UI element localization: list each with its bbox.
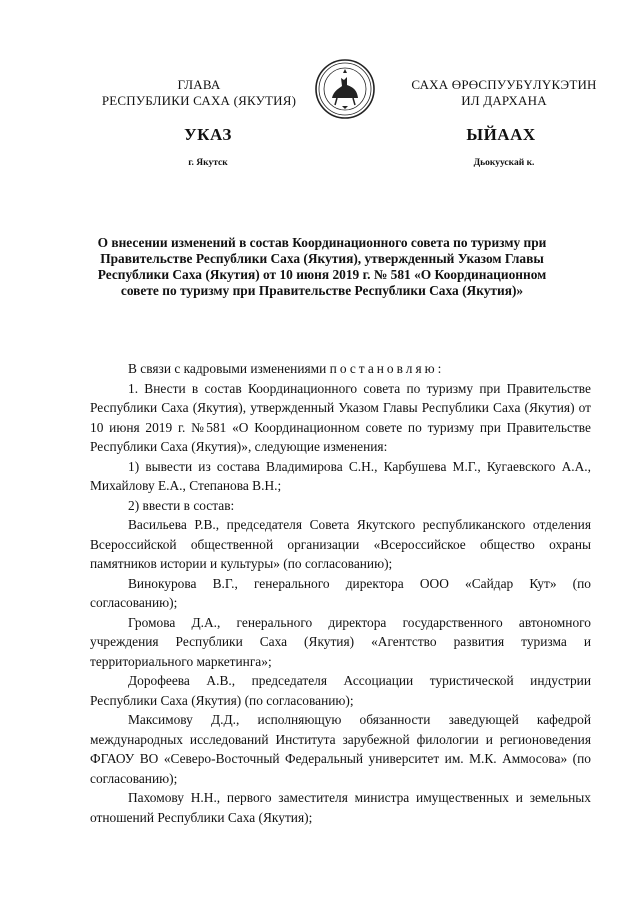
header-right-line2: ИЛ ДАРХАНА [461, 93, 547, 108]
member-dorofeev: Дорофеева А.В., председателя Ассоциации туристической индустрии Республики Саха (Якутия) (по согласованию); [90, 673, 591, 708]
city-russian: г. Якутск [188, 158, 228, 168]
member-pakhomova: Пахомову Н.Н., первого заместителя министра имущественных и земельных отношений Республики Саха (Якутия); [90, 790, 591, 825]
resolution-word: постановляю: [329, 361, 445, 376]
member-maksimova: Максимову Д.Д., исполняющую обязанности заведующей кафедрой международных исследований Института зарубежной филологии и регионоведения ФГАОУ ВО «Северо-Восточный Федеральный университет им. М.К. Аммосова» (по согласованию); [90, 712, 591, 786]
city-yakut: Дьокуускай к. [473, 158, 535, 168]
member-vinokurov: Винокурова В.Г., генерального директора ООО «Сайдар Кут» (по согласованию); [90, 575, 591, 610]
header-right-line1: САХА ӨРӨСПУУБҮЛҮКЭТИН [411, 77, 597, 92]
member-vasiliev: Васильева Р.В., председателя Совета Якутского республиканского отделения Всероссийской общественной организации «Всероссийское общество охраны памятников истории и культуры» (по согласованию); [90, 517, 591, 571]
decree-title-yakut: ЫЙААХ [466, 125, 536, 144]
document-title: О внесении изменений в состав Координационного совета по туризму при Правительстве Республики Саха (Якутия), утвержденный Указом Главы Республики Саха (Якутия) от 10 июня 2019 г. № 581 «О Координационном совете по туризму при Правительстве Республики Саха (Якутия)» [97, 235, 547, 298]
intro-text: В связи с кадровыми изменениями [128, 361, 327, 376]
document-body [90, 359, 591, 827]
member-gromov: Громова Д.А., генерального директора государственного автономного учреждения Республики Саха (Якутия) «Агентство развития туризма и территориального маркетинга»; [90, 614, 591, 669]
header-right [398, 77, 610, 109]
intro-paragraph [90, 359, 591, 379]
decree-title-russian: УКАЗ [184, 125, 232, 144]
header-left-line1: ГЛАВА [177, 77, 221, 92]
coat-of-arms-emblem [314, 58, 376, 120]
paragraph-add: 2) ввести в состав: [128, 497, 235, 513]
header-left [86, 77, 312, 109]
paragraph-remove: 1) вывести из состава Владимирова С.Н., Карбушева М.Г., Кугаевского А.А., Михайлову Е.А., Степанова В.Н.; [90, 458, 591, 493]
paragraph-1: 1. Внести в состав Координационного совета по туризму при Правительстве Республики Саха (Якутия), утвержденный Указом Главы Республики Саха (Якутия) от 10 июня 2019 г. №581 «О Координационном совете по туризму при Правительстве Республики Саха (Якутия)», следующие изменения: [90, 380, 591, 454]
header-left-line2: РЕСПУБЛИКИ САХА (ЯКУТИЯ) [101, 93, 297, 108]
